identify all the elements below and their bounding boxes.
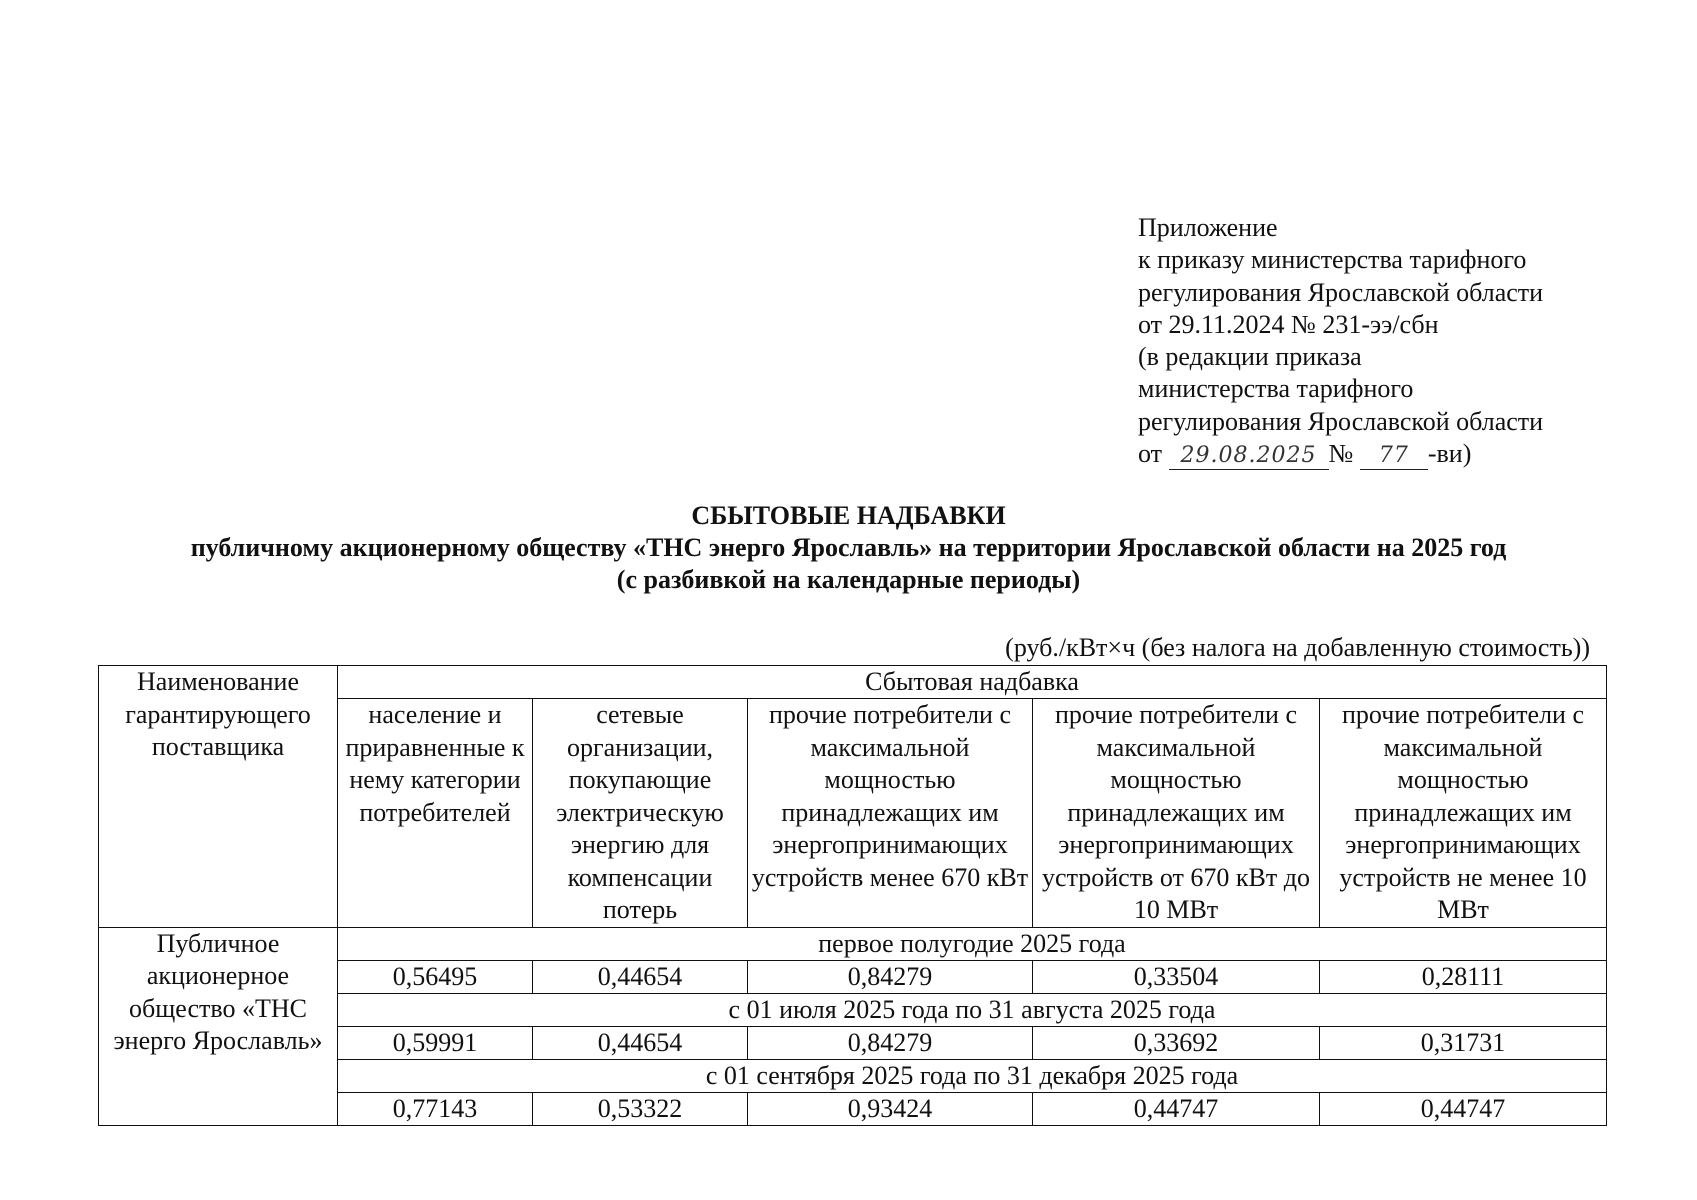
value-cell: 0,44654 xyxy=(533,960,748,993)
column-header: сетевые организации, покупающие электрическую энергию для компенсации потерь xyxy=(533,699,748,928)
value-cell: 0,84279 xyxy=(748,960,1033,993)
document-title xyxy=(0,500,1697,596)
handwritten-number: 77 xyxy=(1360,443,1428,470)
column-header: прочие потребители с максимальной мощностью принадлежащих им энергопринимающих устройств менее 670 кВт xyxy=(748,699,1033,928)
appendix-suffix: -ви) xyxy=(1427,439,1472,469)
supplier-header-cell xyxy=(99,666,338,928)
value-cell: 0,77143 xyxy=(338,1092,533,1125)
appendix-line: (в редакции приказа xyxy=(1138,342,1362,372)
value-cell: 0,93424 xyxy=(748,1092,1033,1125)
appendix-line: Приложение xyxy=(1138,213,1278,242)
title-main: СБЫТОВЫЕ НАДБАВКИ xyxy=(691,501,1006,530)
handwritten-date: 29.08.2025 xyxy=(1169,443,1329,470)
supplier-header: Наименование гарантирующего поставщика xyxy=(125,667,311,761)
value-cell: 0,53322 xyxy=(533,1092,748,1125)
value-cell: 0,33504 xyxy=(1033,960,1320,993)
column-header: население и приравненные к нему категории потребителей xyxy=(338,699,533,928)
value-cell: 0,33692 xyxy=(1033,1026,1320,1059)
tariff-table xyxy=(98,665,1607,1126)
value-cell: 0,84279 xyxy=(748,1026,1033,1059)
value-cell: 0,44654 xyxy=(533,1026,748,1059)
value-cell: 0,44747 xyxy=(1033,1092,1320,1125)
period-label: с 01 сентября 2025 года по 31 декабря 2025 года xyxy=(338,1059,1607,1092)
appendix-line: регулирования Ярославской области xyxy=(1138,406,1544,436)
value-cell: 0,56495 xyxy=(338,960,533,993)
appendix-line: министерства тарифного xyxy=(1138,374,1414,404)
title-note: (с разбивкой на календарные периоды) xyxy=(616,565,1081,594)
appendix-line: регулирования Ярославской области xyxy=(1138,277,1544,307)
value-cell: 0,28111 xyxy=(1320,960,1607,993)
period-label: с 01 июля 2025 года по 31 августа 2025 года xyxy=(338,993,1607,1026)
period-label: первое полугодие 2025 года xyxy=(338,927,1607,960)
appendix-line: от 29.11.2024 № 231-ээ/сбн xyxy=(1138,309,1439,339)
title-subtitle: публичному акционерному обществу «ТНС энерго Ярославль» на территории Ярославской области на 2025 год xyxy=(190,533,1507,562)
appendix-line: к приказу министерства тарифного xyxy=(1138,245,1527,275)
number-sign: № xyxy=(1328,439,1354,469)
appendix-prefix: от xyxy=(1138,439,1163,469)
markup-header: Сбытовая надбавка xyxy=(338,666,1607,699)
column-header: прочие потребители с максимальной мощностью принадлежащих им энергопринимающих устройств от 670 кВт до 10 МВт xyxy=(1033,699,1320,928)
period-row xyxy=(99,927,1607,960)
value-cell: 0,44747 xyxy=(1320,1092,1607,1125)
units-note: (руб./кВт×ч (без налога на добавленную стоимость)) xyxy=(1005,633,1590,662)
appendix-header xyxy=(1138,212,1543,470)
column-header: прочие потребители с максимальной мощностью принадлежащих им энергопринимающих устройств не менее 10 МВт xyxy=(1320,699,1607,928)
appendix-last-line xyxy=(1138,438,1543,470)
supplier-name-cell: Публичное акционерное общество «ТНС энерго Ярославль» xyxy=(99,927,338,1125)
value-cell: 0,59991 xyxy=(338,1026,533,1059)
table-header-row xyxy=(99,666,1607,699)
value-cell: 0,31731 xyxy=(1320,1026,1607,1059)
